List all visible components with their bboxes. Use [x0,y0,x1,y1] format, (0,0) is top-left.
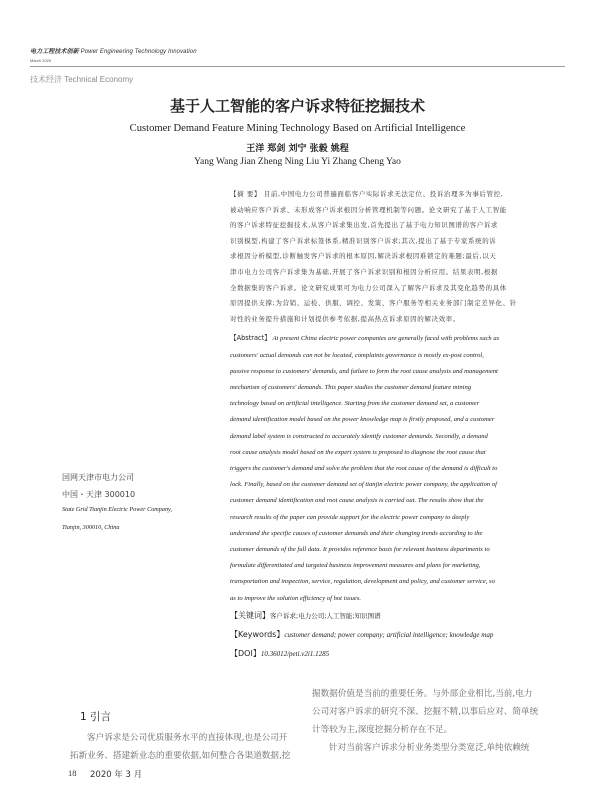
text-line: 被动响应客户诉求、未形成客户诉求根因分析管理机制等问题。论文研究了基于人工智能 [230,205,507,214]
text-line: demand label system is constructed to accurately identify customer demands. Secondly, a demand [230,432,488,440]
journal-name [30,46,197,55]
journal-name-en: Power Engineering Technology Innovation [80,49,197,55]
affiliation-cn-2: 中国・天津 300010 [62,490,136,499]
title-en: Customer Demand Feature Mining Technology Based on Artificial Intelligence [129,123,466,134]
keywords-en-text: customer demand; power company; artificial intelligence; knowledge map [284,630,494,639]
abstract-en [230,330,552,606]
text-line: transportation and inspection, service, regulation, development and policy, and customer service, so [230,578,495,586]
text-line: 识别模型,构建了客户诉求标签体系,精准识别客户诉求;其次,提出了基于专家系统的诉 [230,236,497,245]
text-line: triggers the customer's demand and solve the problem that the root cause of the demand is difficult to [230,464,498,472]
journal-name-cn: 电力工程技术创新 [30,49,79,55]
text-line: customers' actual demands can not be located, complaints governance is mostly ex-post control, [230,351,484,359]
affiliation-en-2: Tianjin, 300010, China [62,524,120,531]
header-rule [30,66,565,67]
text-line: lock. Finally, based on the customer demand set of tianjin electric power company, the application of [230,481,497,489]
affiliation-cn-1: 国网天津市电力公司 [62,473,134,482]
section-label: 技术经济 Technical Economy [30,75,134,84]
text-line: 目前,中国电力公司普遍面临客户实际诉求无法定位、投诉治理多为事后管控, [263,190,504,198]
text-line: understand the specific causes of customer demands and their changing trends according to the [230,529,483,537]
paragraph-line: 针对当前客户诉求分析业务类型分类宽泛,单纯依赖统 [329,743,530,753]
page-number: 18 [68,768,77,778]
keywords-en [230,627,552,643]
section-heading-introduction: 1 引言 [80,711,112,723]
paragraph-line: 拓新业务、搭建新业态的重要依据,如何整合各渠道数据,挖 [70,751,291,761]
text-line: as to improve the solution efficiency of hot issues. [230,594,362,602]
abstract-cn-tag: 【摘 要】 [230,190,262,198]
text-line: passive response to customers' demands, and failure to form the root cause analysis and management [230,367,498,375]
text-line: demand identification model based on the power knowledge map is firstly proposed, and a customer [230,416,495,424]
paragraph-line: 公司对客户诉求的研究不深、挖掘不精,以事后应对、简单统 [312,707,539,717]
text-line: 对性的业务提升措施和计划提供参考依据,提高热点诉求原因的解决效率。 [230,314,460,323]
text-line: At present China electric power companies are generally faced with problems such as [272,335,500,343]
doi-text: 10.36012/peti.v2i1.1285 [260,649,330,658]
doi [230,646,552,662]
text-line: research results of the paper can provide support for the electric power company to deeply [230,513,470,521]
text-line: 的客户诉求特征挖掘技术,从客户诉求集出发,首先提出了基于电力知识图谱的客户诉求 [230,221,499,230]
text-line: formulate differentiated and targeted business improvement measures and plans for marketing, [230,562,481,570]
abstract-cn [230,187,552,327]
title-cn: 基于人工智能的客户诉求特征挖掘技术 [169,97,425,115]
intro-right-column [312,685,552,757]
text-line: 原因提供支撑;为营销、运检、供服、调控、发策、客户服务等相关业务部门制定差异化、针 [230,299,517,308]
intro-left-column [70,729,302,765]
keywords-en-tag: 【Keywords】 [230,629,285,639]
text-line: 津市电力公司客户诉求集为基础,开展了客户诉求识别和根因分析应用。结果表明,根据 [230,267,499,276]
text-line: mechanism of customers' demands. This paper studies the customer demand feature mining [230,383,472,391]
keywords-cn-tag: 【关键词】 [230,610,270,620]
keywords-cn [230,608,552,624]
text-line: customer demands of the full data. It provides reference basis for relevant business departments to [230,545,490,553]
text-line: customer demand identification and root cause analysis is carried out. The results show that the [230,497,484,505]
paragraph-line: 计等较为主,深度挖掘分析存在不足。 [312,725,453,735]
abstract-en-tag: 【Abstract】 [230,334,271,343]
paragraph-line: 掘数据价值是当前的重要任务。与外部企业相比,当前,电力 [312,689,533,699]
journal-date: March 2020 [30,58,52,63]
page-date: 2020 年 3 月 [90,770,143,780]
affiliation-en-1: State Grid Tianjin Electric Power Company, [62,506,172,513]
text-line: 求根因分析模型,诊断触发客户诉求的根本原因,解决诉求根因难锁定的难题;最后,以天 [230,252,497,261]
text-line: 全数据集的客户诉求。论文研究成果可为电力公司深入了解客户诉求及其变化趋势的具体 [230,283,507,292]
text-line: root cause analysis model based on the expert system is proposed to diagnose the root cause that [230,448,486,456]
text-line: technology based on artificial intelligence. Starting from the customer demand set, a customer [230,400,480,408]
doi-tag: 【DOI】 [230,648,261,658]
abstract-block [230,187,552,662]
paragraph-line: 客户诉求是公司优质服务水平的直接体现,也是公司开 [87,733,288,743]
authors-en: Yang Wang Jian Zheng Ning Liu Yi Zhang Cheng Yao [194,157,401,167]
authors-cn: 王洋 郑剑 刘宁 张毅 姚程 [246,144,349,154]
keywords-cn-text: 客户诉求;电力公司;人工智能;知识图谱 [270,611,381,620]
